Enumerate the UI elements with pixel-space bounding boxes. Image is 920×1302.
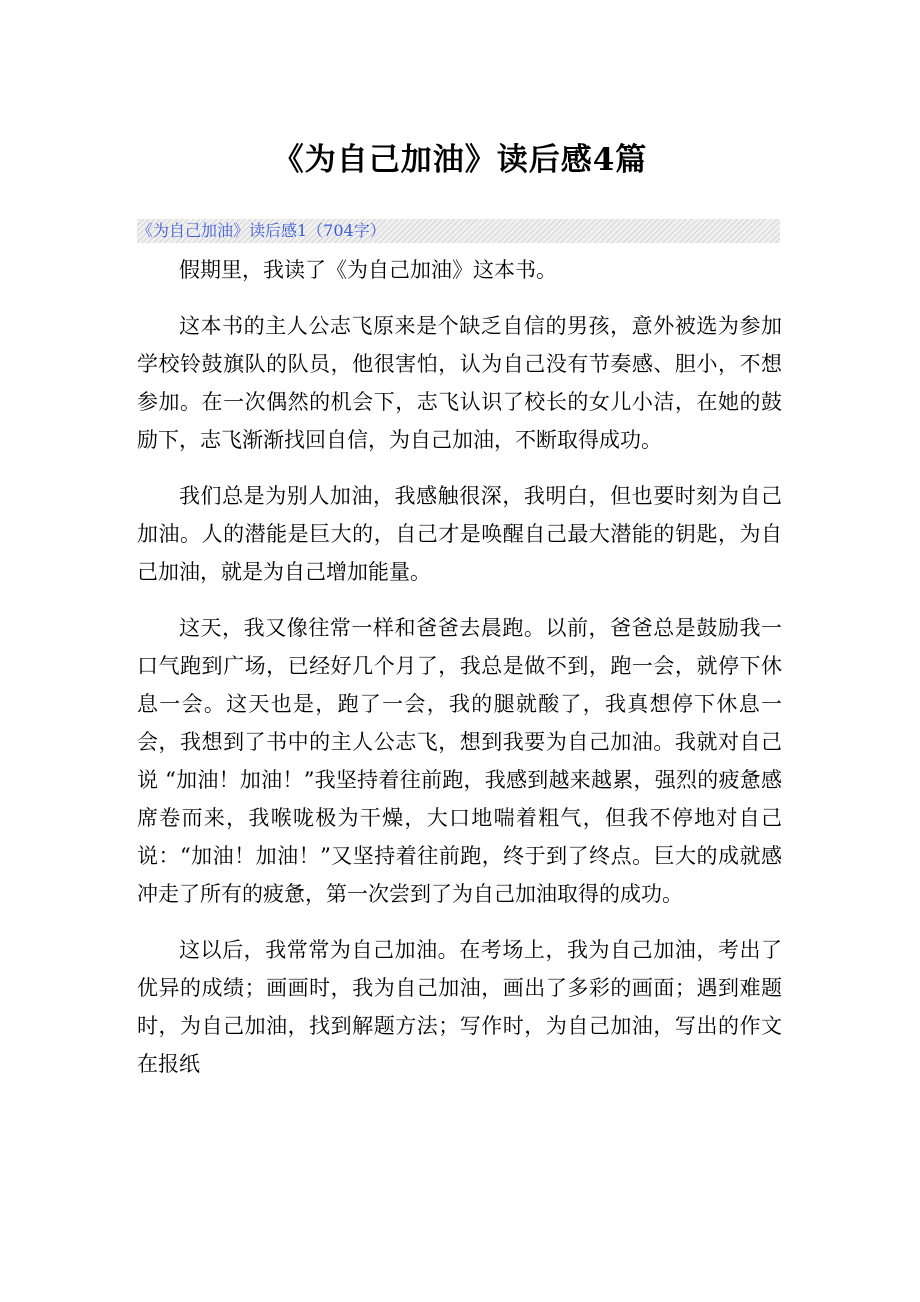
paragraph: 假期里，我读了《为自己加油》这本书。 — [179, 258, 557, 282]
paragraph: 这本书的主人公志飞原来是个缺乏自信的男孩，意外被选为参加学校铃鼓旗队的队员，他很害怕，认为自己没有节奏感、胆小，不想参加。在一次偶然的机会下，志飞认识了校长的女儿小洁，在她的鼓励下，志飞渐渐找回自信，为自己加油，不断取得成功。 — [137, 314, 782, 452]
section-heading-text: 《为自己加油》读后感1（704字） — [137, 221, 386, 240]
paragraph: 我们总是为别人加油，我感触很深，我明白，但也要时刻为自己加油。人的潜能是巨大的，自己才是唤醒自己最大潜能的钥匙，为自己加油，就是为自己增加能量。 — [137, 484, 782, 584]
paragraph: 这天，我又像往常一样和爸爸去晨跑。以前，爸爸总是鼓励我一口气跑到广场，已经好几个月了，我总是做不到，跑一会，就停下休息一会。这天也是，跑了一会，我的腿就酸了，我真想停下休息一会，我想到了书中的主人公志飞，想到我要为自己加油。我就对自己说 “加油！加油！”我坚持着往前跑，我感到越来越累，强烈的疲惫感席卷而来，我喉咙极为干燥，大口地喘着粗气，但我不停地对自己说：“加油！加油！”又坚持着往前跑，终于到了终点。巨大的成就感冲走了所有的疲惫，第一次尝到了为自己加油取得的成功。 — [137, 616, 782, 906]
document-body — [137, 251, 782, 1101]
document-title: 《为自己加油》读后感4篇 — [272, 142, 648, 178]
section-heading-bar — [137, 219, 780, 243]
paragraph: 这以后，我常常为自己加油。在考场上，我为自己加油，考出了优异的成绩；画画时，我为自己加油，画出了多彩的画面；遇到难题时，为自己加油，找到解题方法；写作时，为自己加油，写出的作文在报纸 — [137, 938, 782, 1076]
